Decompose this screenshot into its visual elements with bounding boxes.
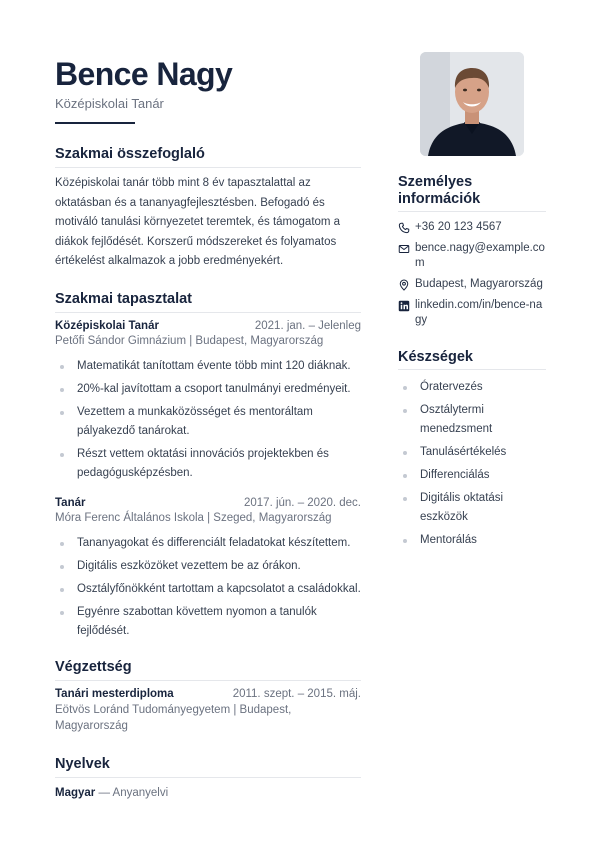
map-pin-icon bbox=[398, 279, 410, 291]
job-header bbox=[55, 319, 361, 334]
job-entry bbox=[55, 319, 361, 483]
name-underline bbox=[55, 122, 135, 124]
degree-title: Tanári mesterdiploma bbox=[55, 687, 174, 700]
resume-name: Bence Nagy bbox=[55, 56, 233, 92]
profile-photo bbox=[420, 52, 524, 156]
job-date: 2021. jan. – Jelenleg bbox=[254, 319, 361, 332]
location-text: Budapest, Magyarország bbox=[415, 278, 543, 290]
job-bullet: Egyénre szabottan követtem nyomon a tanulók fejlődését. bbox=[55, 603, 361, 641]
job-organization: Móra Ferenc Általános Iskola | Szeged, Magyarország bbox=[55, 511, 332, 524]
language-item bbox=[55, 786, 361, 801]
contact-list bbox=[398, 220, 546, 328]
linkedin-text[interactable]: linkedin.com/in/bence-nagy bbox=[415, 299, 543, 326]
section-divider bbox=[55, 167, 361, 168]
section-divider bbox=[55, 777, 361, 778]
personal-info-section bbox=[398, 174, 546, 328]
skills-section bbox=[398, 349, 546, 550]
linkedin-icon bbox=[398, 300, 410, 312]
education-header bbox=[55, 687, 361, 702]
job-bullet: 20%-kal javítottam a csoport tanulmányi eredményeit. bbox=[55, 380, 361, 399]
language-level: Anyanyelvi bbox=[112, 786, 169, 799]
skill-item: Tanulásértékelés bbox=[398, 443, 546, 462]
job-bullet: Matematikát tanítottam évente több mint 120 diáknak. bbox=[55, 357, 361, 376]
degree-date: 2011. szept. – 2015. máj. bbox=[232, 687, 361, 700]
languages-title: Nyelvek bbox=[55, 755, 110, 772]
job-bullet: Részt vettem oktatási innovációs projektekben és pedagógusképzésben. bbox=[55, 445, 361, 483]
skill-item: Differenciálás bbox=[398, 466, 546, 485]
skills-title: Készségek bbox=[398, 349, 473, 365]
contact-email bbox=[398, 241, 546, 271]
contact-location bbox=[398, 277, 546, 292]
education-title: Végzettség bbox=[55, 658, 132, 675]
summary-text: Középiskolai tanár több mint 8 év tapasztalattal az oktatásban és a tananyagfejlesztésben. Befogadó és motiváló tanulási környezetet teremtek, és támogatom a diákok fejlődését. Korszerű módszereket és folyamatos értékelést alkalmazok a jobb eredményekért. bbox=[55, 177, 341, 268]
education-entry bbox=[55, 687, 361, 734]
education-section bbox=[55, 657, 361, 734]
job-organization: Petőfi Sándor Gimnázium | Budapest, Magyarország bbox=[55, 334, 324, 347]
job-title: Tanár bbox=[55, 496, 86, 509]
contact-phone bbox=[398, 220, 546, 235]
experience-title: Szakmai tapasztalat bbox=[55, 290, 193, 307]
language-name: Magyar bbox=[55, 786, 96, 799]
skill-item: Osztálytermi menedzsment bbox=[398, 401, 546, 439]
job-header bbox=[55, 496, 361, 511]
section-divider bbox=[398, 369, 546, 370]
experience-section bbox=[55, 289, 361, 641]
skills-list bbox=[398, 378, 546, 550]
job-bullet: Tananyagokat és differenciált feladatokat készítettem. bbox=[55, 534, 361, 553]
job-bullet: Digitális eszközöket vezettem be az órákon. bbox=[55, 557, 361, 576]
personal-info-title: Személyes információk bbox=[398, 174, 481, 207]
job-date: 2017. jún. – 2020. dec. bbox=[243, 496, 361, 509]
portrait-image bbox=[420, 52, 524, 156]
skill-item: Óratervezés bbox=[398, 378, 546, 397]
job-bullets bbox=[55, 357, 361, 483]
sidebar-column bbox=[398, 52, 546, 554]
main-column bbox=[55, 52, 361, 801]
phone-text: +36 20 123 4567 bbox=[415, 221, 502, 233]
job-title: Középiskolai Tanár bbox=[55, 319, 159, 332]
job-bullet: Osztályfőnökként tartottam a kapcsolatot a családokkal. bbox=[55, 580, 361, 599]
section-divider bbox=[398, 211, 546, 212]
job-bullets bbox=[55, 534, 361, 641]
degree-institution: Eötvös Loránd Tudományegyetem | Budapest, Magyarország bbox=[55, 703, 292, 732]
section-divider bbox=[55, 312, 361, 313]
summary-section bbox=[55, 144, 361, 272]
language-separator: — bbox=[95, 786, 113, 799]
mail-icon bbox=[398, 243, 410, 255]
languages-section bbox=[55, 754, 361, 801]
summary-title: Szakmai összefoglaló bbox=[55, 146, 205, 162]
job-bullet: Vezettem a munkaközösséget és mentoráltam pályakezdő tanárokat. bbox=[55, 403, 361, 441]
section-divider bbox=[55, 680, 361, 681]
email-text: bence.nagy@example.com bbox=[415, 242, 545, 269]
skill-item: Digitális oktatási eszközök bbox=[398, 489, 546, 527]
contact-linkedin bbox=[398, 298, 546, 328]
phone-icon bbox=[398, 222, 410, 234]
job-entry bbox=[55, 496, 361, 641]
skill-item: Mentorálás bbox=[398, 531, 546, 550]
resume-role: Középiskolai Tanár bbox=[55, 96, 164, 111]
